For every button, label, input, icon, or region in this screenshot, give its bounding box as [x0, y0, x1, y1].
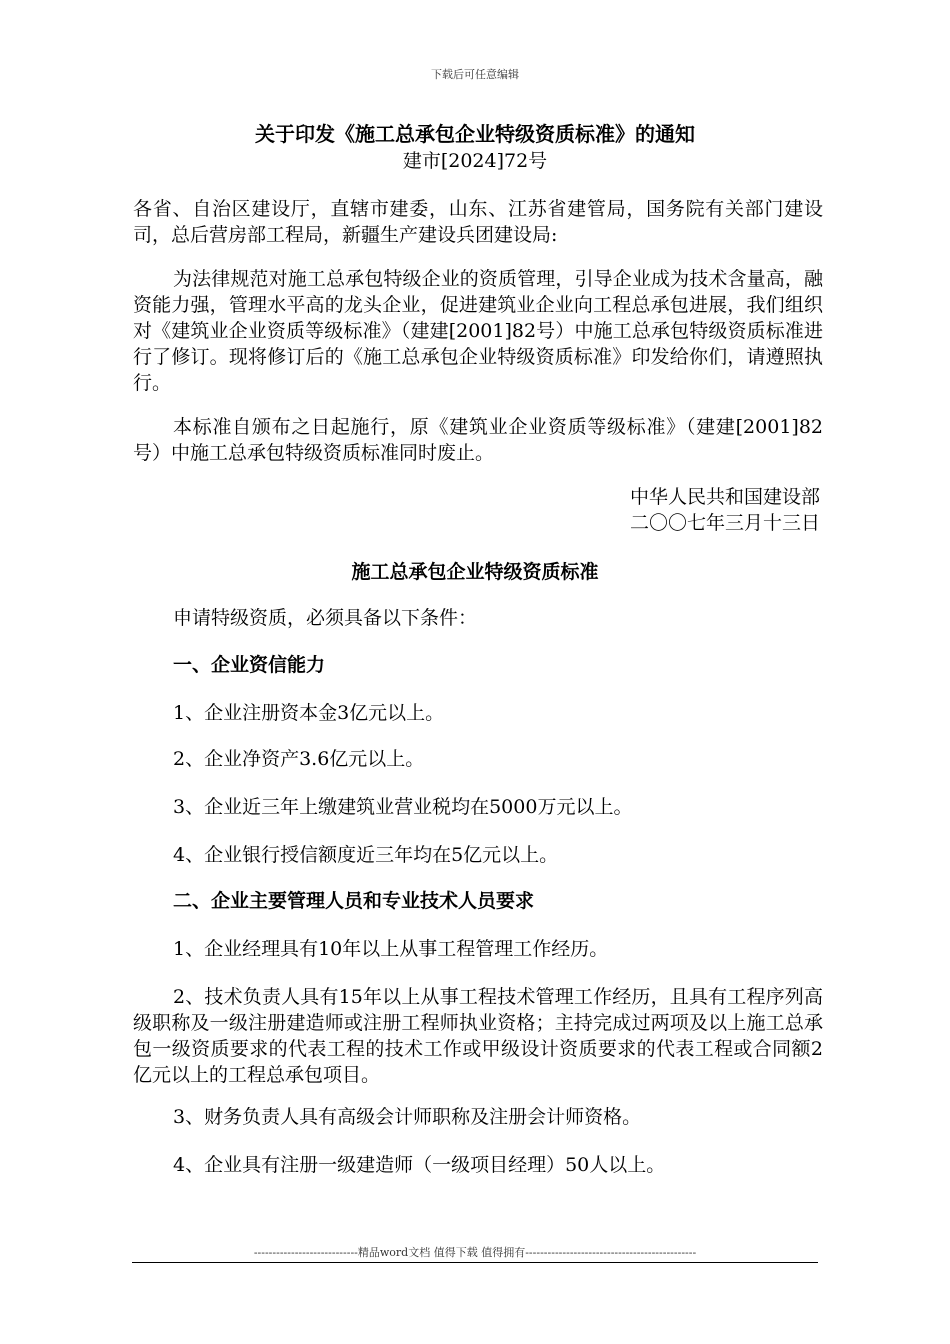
section-heading-2: 二、企业主要管理人员和专业技术人员要求: [173, 890, 535, 912]
notice-paragraph-1: 为法律规范对施工总承包特级企业的资质管理，引导企业成为技术含量高，融资能力强，管理水平高的龙头企业，促进建筑业企业向工程总承包进展，我们组织对《建筑业企业资质等级标准》（建建[2001]82号）中施工总承包特级资质标准进行了修订。现将修订后的《施工总承包企业特级资质标准》印发给你们，请遵照执行。: [133, 268, 823, 394]
recipients-paragraph: 各省、自治区建设厅，直辖市建委，山东、江苏省建管局，国务院有关部门建设司，总后营房部工程局，新疆生产建设兵团建设局:: [133, 198, 823, 246]
list-item: 1、企业注册资本金3亿元以上。: [173, 702, 445, 724]
issue-date: 二〇〇七年三月十三日: [629, 512, 820, 534]
page-footer: ----------------------------精品word文档 值得下载 值得拥有----------------------------------------------: [253, 1246, 697, 1259]
page-header: 下载后可任意编辑: [431, 68, 519, 81]
list-item: 4、企业具有注册一级建造师（一级项目经理）50人以上。: [173, 1154, 666, 1176]
issuer-signature: 中华人民共和国建设部: [629, 486, 820, 508]
section-heading-1: 一、企业资信能力: [173, 654, 326, 676]
list-item: 3、财务负责人具有高级会计师职称及注册会计师资格。: [173, 1106, 642, 1128]
standard-title: 施工总承包企业特级资质标准: [351, 561, 599, 583]
list-item: 1、企业经理具有10年以上从事工程管理工作经历。: [173, 938, 609, 960]
document-number: 建市[2024]72号: [402, 150, 548, 172]
notice-title: 关于印发《施工总承包企业特级资质标准》的通知: [255, 122, 695, 146]
standard-intro: 申请特级资质，必须具备以下条件：: [173, 607, 478, 629]
list-item: 4、企业银行授信额度近三年均在5亿元以上。: [173, 844, 559, 866]
notice-paragraph-2: 本标准自颁布之日起施行，原《建筑业企业资质等级标准》（建建[2001]82号）中施工总承包特级资质标准同时废止。: [133, 416, 823, 464]
list-item: 2、技术负责人具有15年以上从事工程技术管理工作经历，且具有工程序列高级职称及一级注册建造师或注册工程师执业资格；主持完成过两项及以上施工总承包一级资质要求的代表工程的技术工作或甲级设计资质要求的代表工程或合同额2亿元以上的工程总承包项目。: [133, 986, 823, 1086]
footer-divider: [132, 1262, 818, 1263]
list-item: 2、企业净资产3.6亿元以上。: [173, 748, 425, 770]
list-item: 3、企业近三年上缴建筑业营业税均在5000万元以上。: [173, 796, 633, 818]
